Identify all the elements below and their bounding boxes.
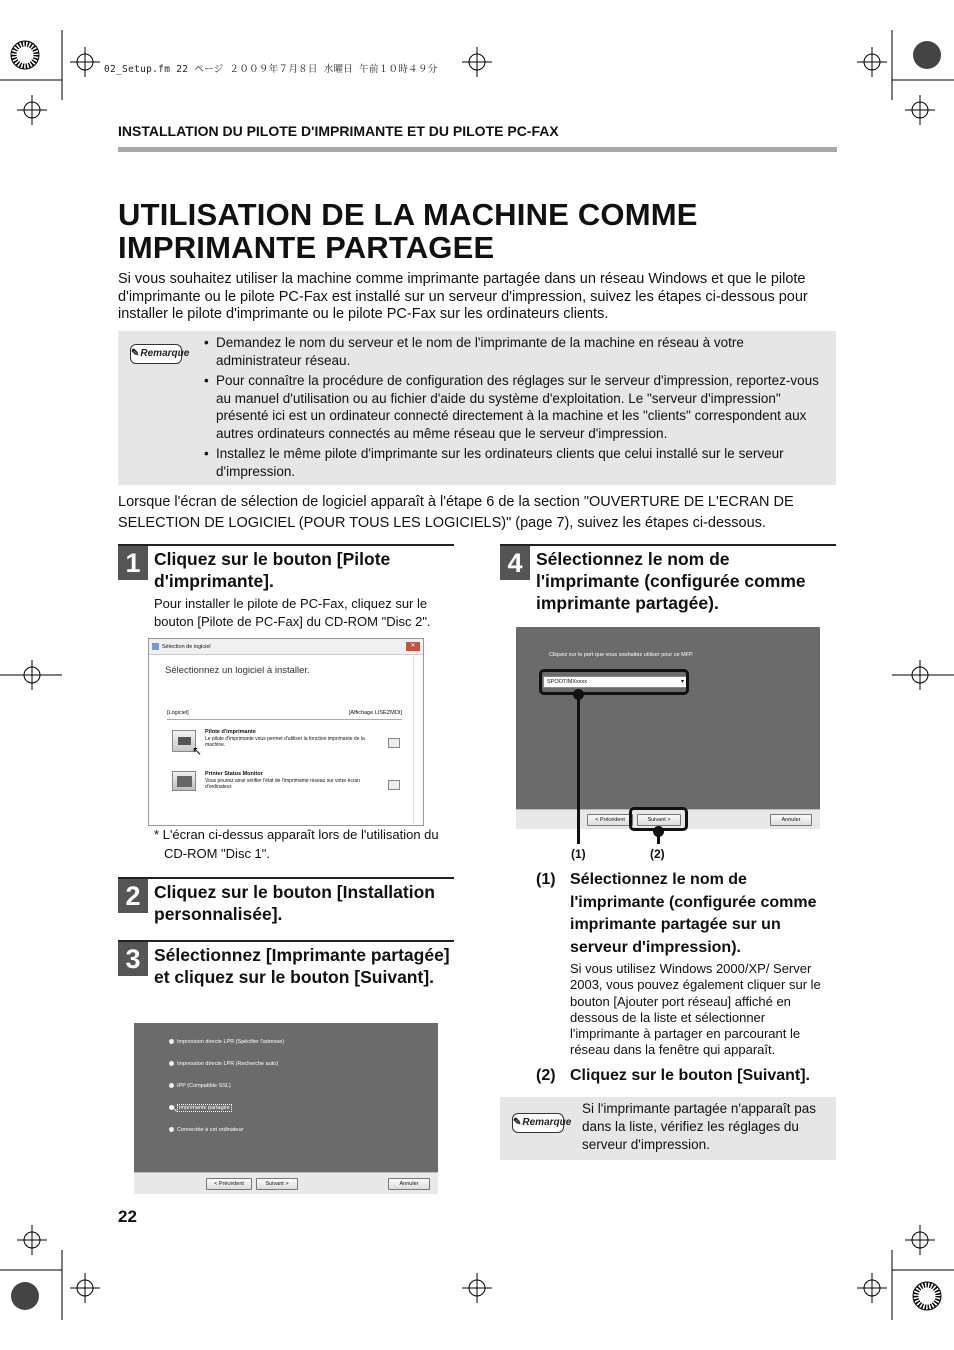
substep-number: (2) xyxy=(536,1067,556,1084)
divider xyxy=(167,719,402,720)
radio-option[interactable]: IPP (Compatible SSL) xyxy=(169,1083,231,1090)
cancel-button[interactable]: Annuler xyxy=(388,1178,430,1190)
window-icon xyxy=(152,643,159,650)
intro-paragraph: Si vous souhaitez utiliser la machine comme imprimante partagée dans un réseau Windows et que le pilote d'imprimante ou le pilote PC-Fax est installé sur un serveur d'impression, suivez les étapes ci-dessous pour installer le pilote d'imprimante ou le pilote PC-Fax sur les ordinateurs clients. xyxy=(118,271,808,322)
status-monitor-icon[interactable] xyxy=(172,771,196,791)
readme-label: [Affichage LISEZMOI] xyxy=(348,710,402,716)
readme-icon[interactable] xyxy=(388,780,400,790)
note-item: • Demandez le nom du serveur et le nom de l'imprimante de la machine en réseau à votre administrateur réseau. xyxy=(204,334,824,369)
scrollbar-track xyxy=(413,656,414,825)
window-titlebar xyxy=(149,639,423,655)
page-number: 22 xyxy=(118,1207,137,1226)
screenshot-connection-type xyxy=(134,1023,438,1194)
screenshot-software-selection xyxy=(148,638,424,826)
step-number: 4 xyxy=(500,546,530,580)
substep-body: Si vous utilisez Windows 2000/XP/ Server 2003, vous pouvez également cliquer sur le bouton [Ajouter port réseau] affiché en dessous de la liste et sélectionner l'imprimante à partager en parcourant le réseau dans la fenêtre qui apparaît. xyxy=(570,961,821,1058)
note-list xyxy=(204,334,824,483)
note-box-2 xyxy=(500,1097,836,1160)
chevron-down-icon: ▾ xyxy=(680,679,684,685)
callout-dot-1 xyxy=(573,689,584,700)
radio-option[interactable]: Impression directe LPR (Spécifier l'adresse) xyxy=(169,1039,284,1046)
pen-icon: ✎ xyxy=(513,1117,522,1128)
page-title: UTILISATION DE LA MACHINE COMME IMPRIMANTE PARTAGEE xyxy=(118,197,698,265)
port-prompt: Cliquez sur le port que vous souhaitez utiliser pour ce MFP. xyxy=(549,652,694,658)
window-title: Sélection de logiciel xyxy=(162,644,211,650)
substep-number: (1) xyxy=(536,871,556,888)
step-heading: Cliquez sur le bouton [Installation personnalisée]. xyxy=(154,882,435,924)
running-header xyxy=(118,123,837,152)
next-button[interactable]: Suivant > xyxy=(256,1178,298,1190)
step-rule xyxy=(118,877,454,879)
note-text: Si l'imprimante partagée n'apparaît pas dans la liste, vérifiez les réglages du serveur d'impression. xyxy=(582,1101,817,1152)
step-body: Pour installer le pilote de PC-Fax, cliquez sur le bouton [Pilote de PC-Fax] du CD-ROM "Disc 2". xyxy=(154,596,431,629)
step-heading: Sélectionnez [Imprimante partagée] et cliquez sur le bouton [Suivant]. xyxy=(154,945,450,987)
step-heading: Cliquez sur le bouton [Pilote d'imprimante]. xyxy=(154,549,391,591)
software-label: [Logiciel] xyxy=(167,710,189,716)
note-item: • Pour connaître la procédure de configuration des réglages sur le serveur d'impression, reportez-vous au manuel d'utilisation ou au fichier d'aide du système d'exploitation. Le "serveur d'impression" présenté ici est un ordinateur connecté directement à la machine et les "clients" correspondent aux autres ordinateurs connectés au même réseau que le serveur d'impression. xyxy=(204,372,824,442)
next-button[interactable]: Suivant > xyxy=(637,814,681,826)
radio-option[interactable]: Connectée à cet ordinateur xyxy=(169,1127,243,1134)
cancel-button[interactable]: Annuler xyxy=(770,814,812,826)
step-number: 3 xyxy=(118,942,148,976)
step-number: 1 xyxy=(118,546,148,580)
cursor-icon: ↖ xyxy=(192,744,203,758)
callout-leader-1 xyxy=(577,693,580,844)
printer-driver-item[interactable]: Pilote d'imprimante Le pilote d'imprimante vous permet d'utiliser la fonction imprimante de la machine. xyxy=(205,729,365,748)
status-monitor-item[interactable]: Printer Status Monitor Vous pouvez ainsi vérifier l'état de l'imprimante réseau sur votre écran d'ordinateur. xyxy=(205,771,361,790)
close-icon[interactable]: ✕ xyxy=(406,642,420,651)
note-badge: ✎Remarque xyxy=(512,1113,564,1133)
substep-heading: Cliquez sur le bouton [Suivant]. xyxy=(570,1067,810,1084)
intro-paragraph-2: Lorsque l'écran de sélection de logiciel apparaît à l'étape 6 de la section "OUVERTURE DE L'ECRAN DE SELECTION DE LOGICIEL (POUR TOUS LES LOGICIELS)" (page 7), suivez les étapes ci-dessous. xyxy=(118,494,794,531)
callout-dot-2 xyxy=(653,826,664,837)
note-box-1 xyxy=(118,331,836,485)
pen-icon: ✎ xyxy=(131,348,140,359)
substep-heading: Sélectionnez le nom de l'imprimante (configurée comme imprimante partagée sur un serveur d'impression). xyxy=(570,871,817,956)
step-heading: Sélectionnez le nom de l'imprimante (configurée comme imprimante partagée). xyxy=(536,549,806,613)
radio-option-selected[interactable]: Imprimante partagée xyxy=(169,1105,232,1112)
cursor-icon: ↖ xyxy=(170,1104,179,1115)
callout-label-1: (1) xyxy=(571,847,586,861)
previous-button[interactable]: < Précédent xyxy=(206,1178,252,1190)
radio-option[interactable]: Impression directe LPR (Recherche auto) xyxy=(169,1061,278,1068)
header-title: INSTALLATION DU PILOTE D'IMPRIMANTE ET DU PILOTE PC-FAX xyxy=(118,123,559,139)
note-badge: ✎Remarque xyxy=(130,344,182,364)
callout-label-2: (2) xyxy=(650,847,665,861)
header-rule xyxy=(118,147,837,152)
step-number: 2 xyxy=(118,879,148,913)
port-dropdown[interactable]: SPOOTIMXxxxx ▾ xyxy=(543,676,687,688)
screenshot-port-selection xyxy=(516,627,820,829)
step-rule xyxy=(118,940,454,942)
step-rule xyxy=(500,544,836,546)
step-rule xyxy=(118,544,454,546)
print-job-mark: 02_Setup.fm 22 ページ ２００９年７月８日 水曜日 午前１０時４９分 xyxy=(104,64,438,75)
footnote: * L'écran ci-dessus apparaît lors de l'utilisation du CD-ROM "Disc 1". xyxy=(154,827,439,861)
callout-highlight-1 xyxy=(539,669,689,695)
dialog-footer xyxy=(134,1172,438,1194)
note-item: • Installez le même pilote d'imprimante sur les ordinateurs clients que celui installé sur le serveur d'impression. xyxy=(204,445,824,480)
previous-button[interactable]: < Précédent xyxy=(587,814,633,826)
dialog-heading: Sélectionnez un logiciel à installer. xyxy=(165,665,310,676)
readme-icon[interactable] xyxy=(388,738,400,748)
